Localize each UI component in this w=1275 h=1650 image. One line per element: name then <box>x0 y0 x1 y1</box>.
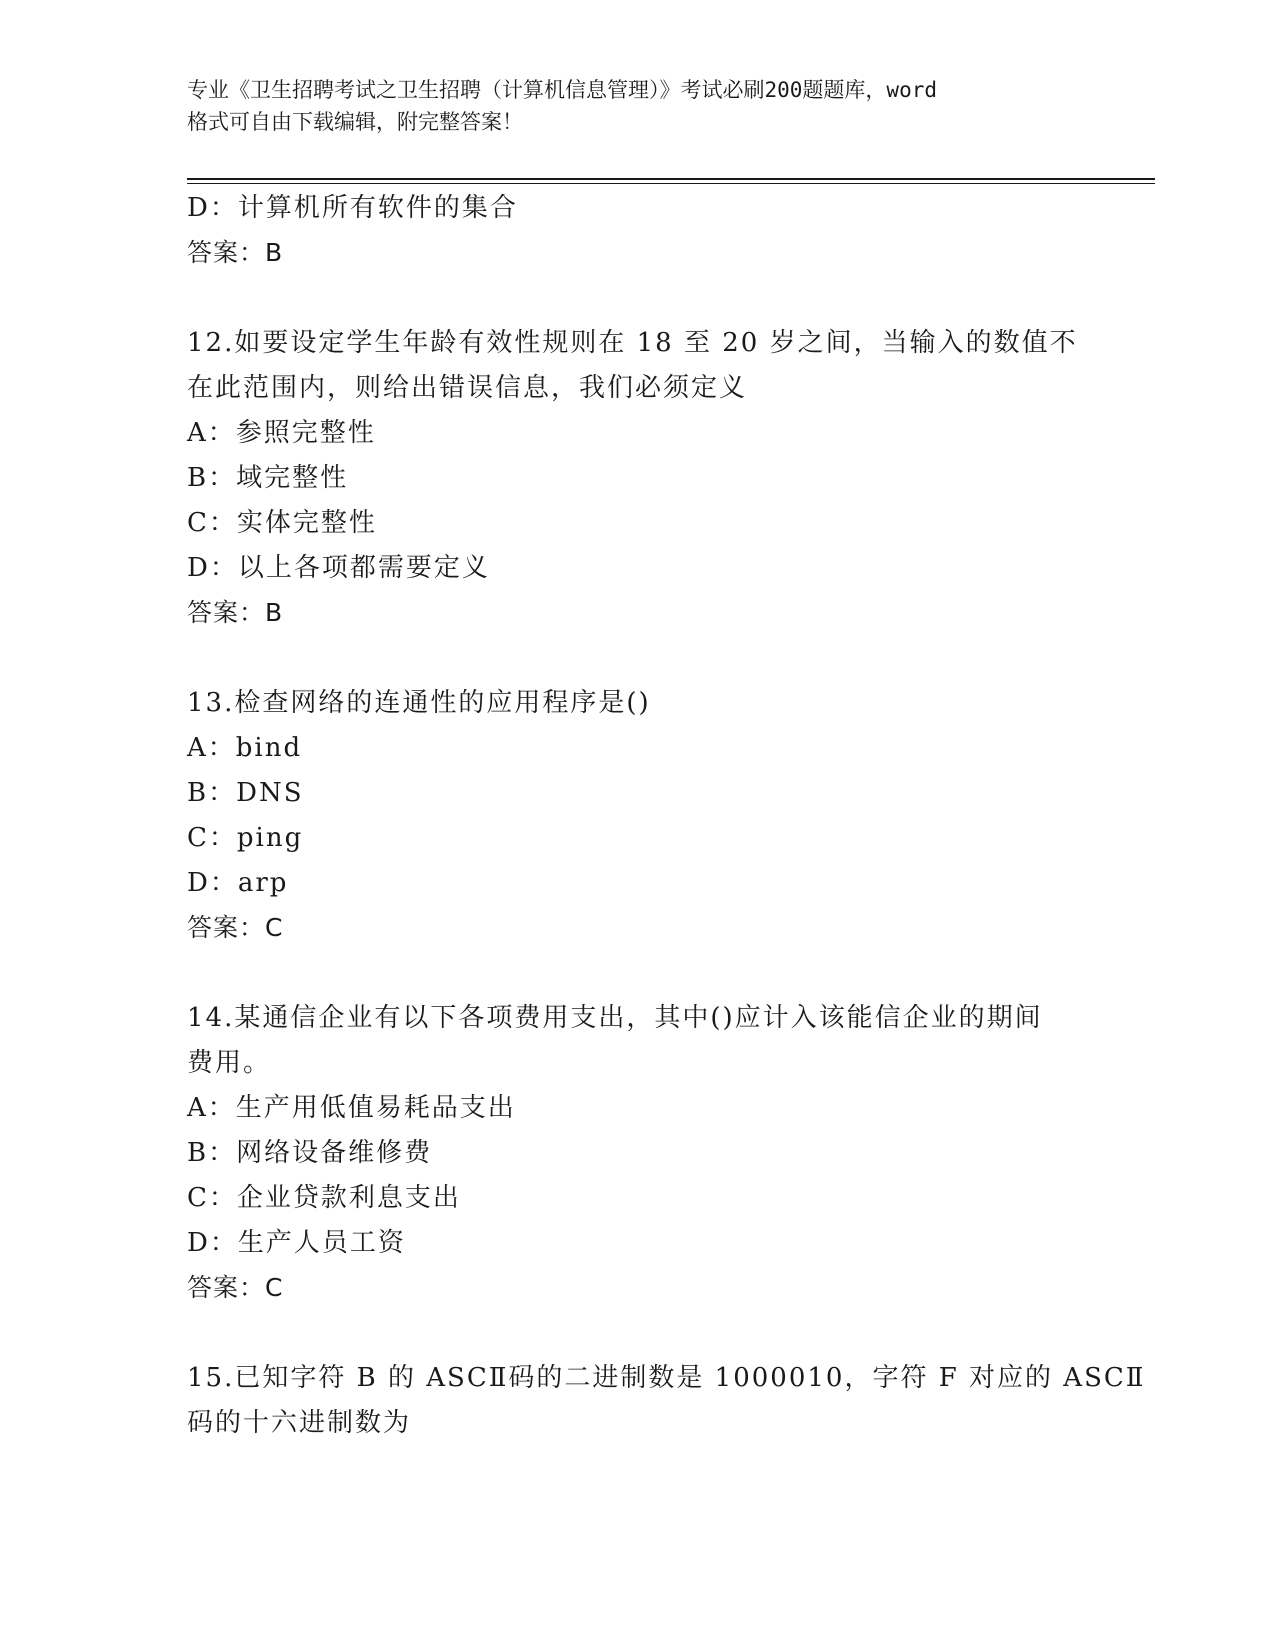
header-divider-thick <box>187 178 1155 180</box>
question-14-option-a: A：生产用低值易耗品支出 <box>187 1093 516 1123</box>
question-14-stem-line-1: 14.某通信企业有以下各项费用支出，其中()应计入该能信企业的期间 <box>187 1003 1043 1033</box>
question-14-option-d: D：生产人员工资 <box>187 1228 406 1258</box>
question-14-option-c: C：企业贷款利息支出 <box>187 1183 461 1213</box>
question-13-answer: 答案：C <box>187 913 284 942</box>
question-14-answer: 答案：C <box>187 1273 284 1302</box>
answer-prev: 答案：B <box>187 238 284 267</box>
question-13-option-a: A：bind <box>187 733 303 763</box>
header-line-2: 格式可自由下载编辑，附完整答案！ <box>187 110 523 134</box>
question-14-stem-line-2: 费用。 <box>187 1048 272 1078</box>
question-12-option-c: C：实体完整性 <box>187 508 377 538</box>
question-12-stem-line-1: 12.如要设定学生年龄有效性规则在 18 至 20 岁之间，当输入的数值不 <box>187 328 1078 358</box>
question-14-option-b: B：网络设备维修费 <box>187 1138 433 1168</box>
question-15-stem-line-1: 15.已知字符 B 的 ASCⅡ码的二进制数是 1000010，字符 F 对应的 ASCⅡ <box>187 1363 1146 1393</box>
question-13-stem-line-1: 13.检查网络的连通性的应用程序是() <box>187 688 651 718</box>
question-12-option-b: B：域完整性 <box>187 463 349 493</box>
header-line-1: 专业《卫生招聘考试之卫生招聘（计算机信息管理）》考试必刷200题题库，word <box>187 78 937 102</box>
question-13-option-d: D：arp <box>187 868 289 898</box>
question-13-option-b: B：DNS <box>187 778 304 808</box>
question-12-option-a: A：参照完整性 <box>187 418 376 448</box>
question-12-option-d: D：以上各项都需要定义 <box>187 553 490 583</box>
document-header <box>187 74 1087 138</box>
header-divider-thin <box>187 183 1155 184</box>
question-12-stem-line-2: 在此范围内，则给出错误信息，我们必须定义 <box>187 373 748 403</box>
question-13-option-c: C：ping <box>187 823 304 853</box>
question-12-answer: 答案：B <box>187 598 284 627</box>
option-d-prev: D：计算机所有软件的集合 <box>187 193 518 223</box>
question-15-stem-line-2: 码的十六进制数为 <box>187 1408 412 1438</box>
